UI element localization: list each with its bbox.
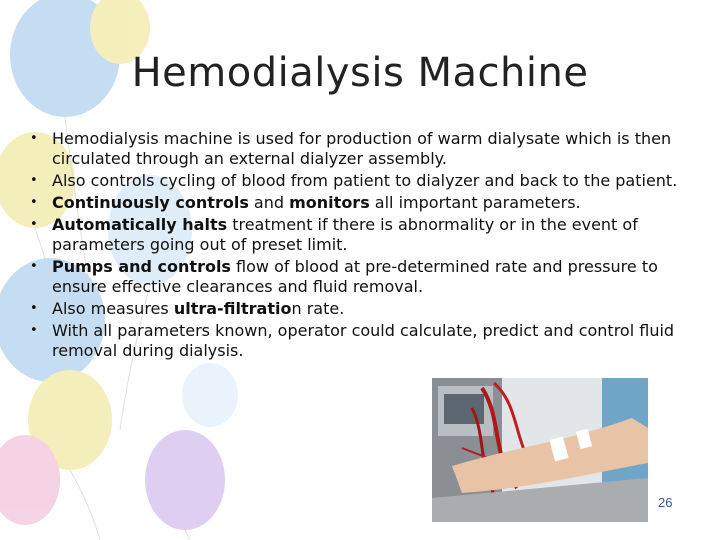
- dialysis-photo: [432, 378, 648, 522]
- bullet-dot-icon: •: [30, 259, 38, 274]
- bullet-bold-text: monitors: [289, 193, 370, 212]
- bullet-bold-text: ultra-filtratio: [173, 299, 292, 318]
- bullet-text: With all parameters known, operator could calculate, predict and control fluid removal during dialysis.: [52, 321, 675, 360]
- bullet-text: all important parameters.: [369, 193, 581, 212]
- bullet-text: Also controls cycling of blood from patient to dialyzer and back to the patient.: [52, 171, 678, 190]
- bullet-bold-text: Pumps and controls: [52, 257, 231, 276]
- bullet-bold-text: Automatically halts: [52, 215, 228, 234]
- bullet-item: [22, 171, 702, 191]
- bullet-dot-icon: •: [30, 323, 38, 338]
- bullet-item: [22, 321, 702, 361]
- bullet-item: [22, 299, 702, 319]
- bullet-dot-icon: •: [30, 131, 38, 146]
- slide-title: Hemodialysis Machine: [131, 50, 589, 96]
- bullet-list: [22, 129, 702, 363]
- bullet-item: [22, 257, 702, 297]
- bullet-dot-icon: •: [30, 301, 38, 316]
- bullet-item: [22, 193, 702, 213]
- bullet-text: Hemodialysis machine is used for production of warm dialysate which is then circulated through an external dialyzer assembly.: [52, 129, 672, 168]
- bullet-text: and: [248, 193, 290, 212]
- bullet-text: treatment if there is abnormality or in the event of parameters going out of preset limit.: [52, 215, 638, 254]
- dialysis-photo-icon: [432, 378, 648, 522]
- bullet-item: [22, 129, 702, 169]
- bullet-text: Also measures: [52, 299, 174, 318]
- bullet-text: flow of blood at pre-determined rate and pressure to ensure effective clearances and fluid removal.: [52, 257, 658, 296]
- bullet-text: n rate.: [291, 299, 345, 318]
- page-number: 26: [658, 495, 673, 510]
- bullet-bold-text: Continuously controls: [52, 193, 249, 212]
- bullet-dot-icon: •: [30, 195, 38, 210]
- bullet-dot-icon: •: [30, 217, 38, 232]
- bullet-dot-icon: •: [30, 173, 38, 188]
- bullet-item: [22, 215, 702, 255]
